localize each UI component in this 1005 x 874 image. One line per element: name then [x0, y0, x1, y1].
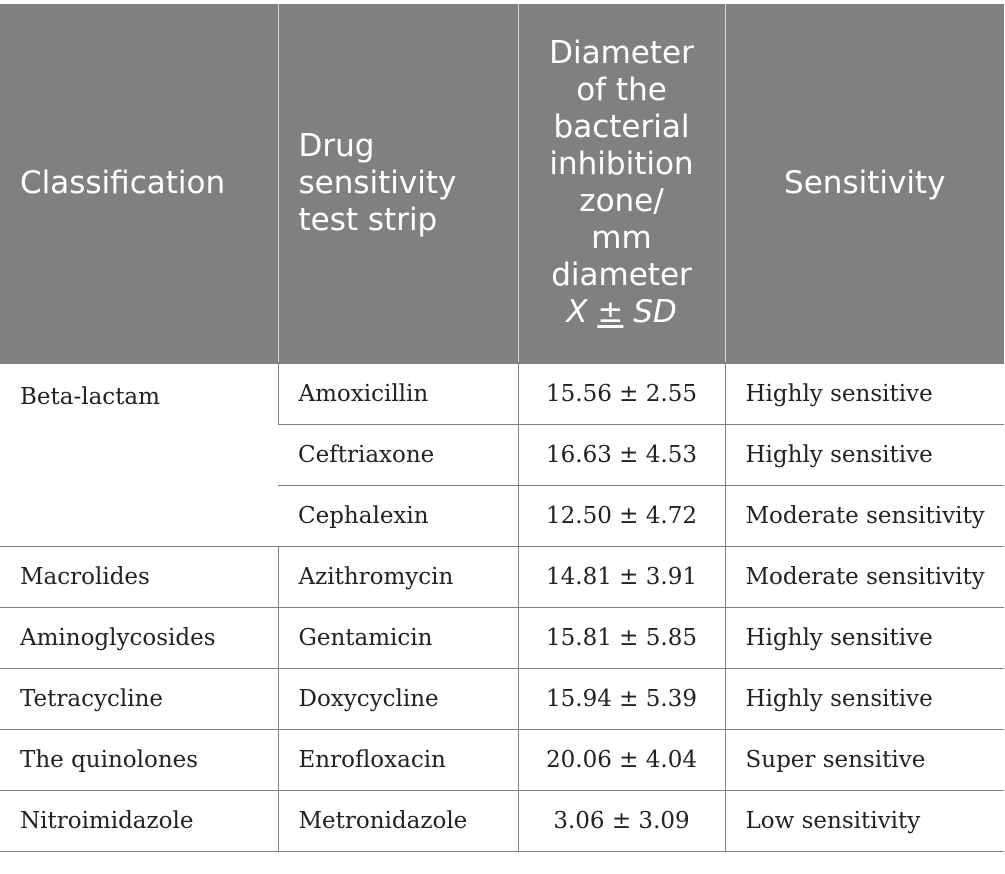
diameter-cell: 20.06 ± 4.04	[518, 730, 725, 791]
header-diameter-line: diameter	[551, 257, 692, 293]
header-classification: Classification	[0, 4, 278, 363]
sensitivity-cell: Moderate sensitivity	[725, 547, 1004, 608]
header-diameter-line: zone/	[579, 183, 664, 219]
table-body	[0, 363, 1004, 852]
header-drug-strip	[278, 4, 518, 363]
header-stat-formula	[519, 294, 725, 331]
table-row	[0, 669, 1004, 730]
header-sensitivity: Sensitivity	[725, 4, 1004, 363]
stat-plus-minus: ±	[597, 294, 624, 330]
drug-cell: Gentamicin	[278, 608, 518, 669]
table-row	[0, 363, 1004, 425]
table-row	[0, 608, 1004, 669]
stat-x: X	[566, 294, 588, 330]
diameter-cell: 16.63 ± 4.53	[518, 425, 725, 486]
sensitivity-cell: Low sensitivity	[725, 791, 1004, 852]
stat-sd: SD	[633, 294, 677, 330]
classification-cell: Aminoglycosides	[0, 608, 278, 669]
drug-cell: Azithromycin	[278, 547, 518, 608]
sensitivity-cell: Highly sensitive	[725, 363, 1004, 425]
classification-cell: Tetracycline	[0, 669, 278, 730]
drug-cell: Amoxicillin	[278, 363, 518, 425]
classification-cell: Macrolides	[0, 547, 278, 608]
drug-cell: Ceftriaxone	[278, 425, 518, 486]
classification-cell: Nitroimidazole	[0, 791, 278, 852]
header-diameter-line: bacterial	[553, 109, 690, 145]
classification-cell: Beta-lactam	[0, 363, 278, 547]
header-diameter-line: mm	[591, 220, 652, 256]
drug-cell: Cephalexin	[278, 486, 518, 547]
table-header	[0, 4, 1004, 363]
sensitivity-cell: Highly sensitive	[725, 425, 1004, 486]
header-drug-line: sensitivity	[298, 164, 457, 201]
drug-cell: Enrofloxacin	[278, 730, 518, 791]
drug-cell: Metronidazole	[278, 791, 518, 852]
header-row	[0, 4, 1004, 363]
sensitivity-cell: Super sensitive	[725, 730, 1004, 791]
sensitivity-cell: Highly sensitive	[725, 608, 1004, 669]
table-row	[0, 791, 1004, 852]
diameter-cell: 15.56 ± 2.55	[518, 363, 725, 425]
drug-sensitivity-table	[0, 4, 1004, 852]
header-diameter-line: inhibition	[549, 146, 694, 182]
diameter-cell: 12.50 ± 4.72	[518, 486, 725, 547]
sensitivity-cell: Highly sensitive	[725, 669, 1004, 730]
diameter-cell: 3.06 ± 3.09	[518, 791, 725, 852]
diameter-cell: 15.94 ± 5.39	[518, 669, 725, 730]
header-diameter-line: Diameter	[549, 35, 694, 71]
table-row	[0, 547, 1004, 608]
sensitivity-cell: Moderate sensitivity	[725, 486, 1004, 547]
classification-cell: The quinolones	[0, 730, 278, 791]
diameter-cell: 14.81 ± 3.91	[518, 547, 725, 608]
drug-cell: Doxycycline	[278, 669, 518, 730]
header-diameter-line: of the	[576, 72, 667, 108]
header-drug-line: test strip	[298, 201, 438, 238]
table-row	[0, 730, 1004, 791]
header-drug-line: Drug	[298, 127, 375, 164]
diameter-cell: 15.81 ± 5.85	[518, 608, 725, 669]
header-diameter	[518, 4, 725, 363]
